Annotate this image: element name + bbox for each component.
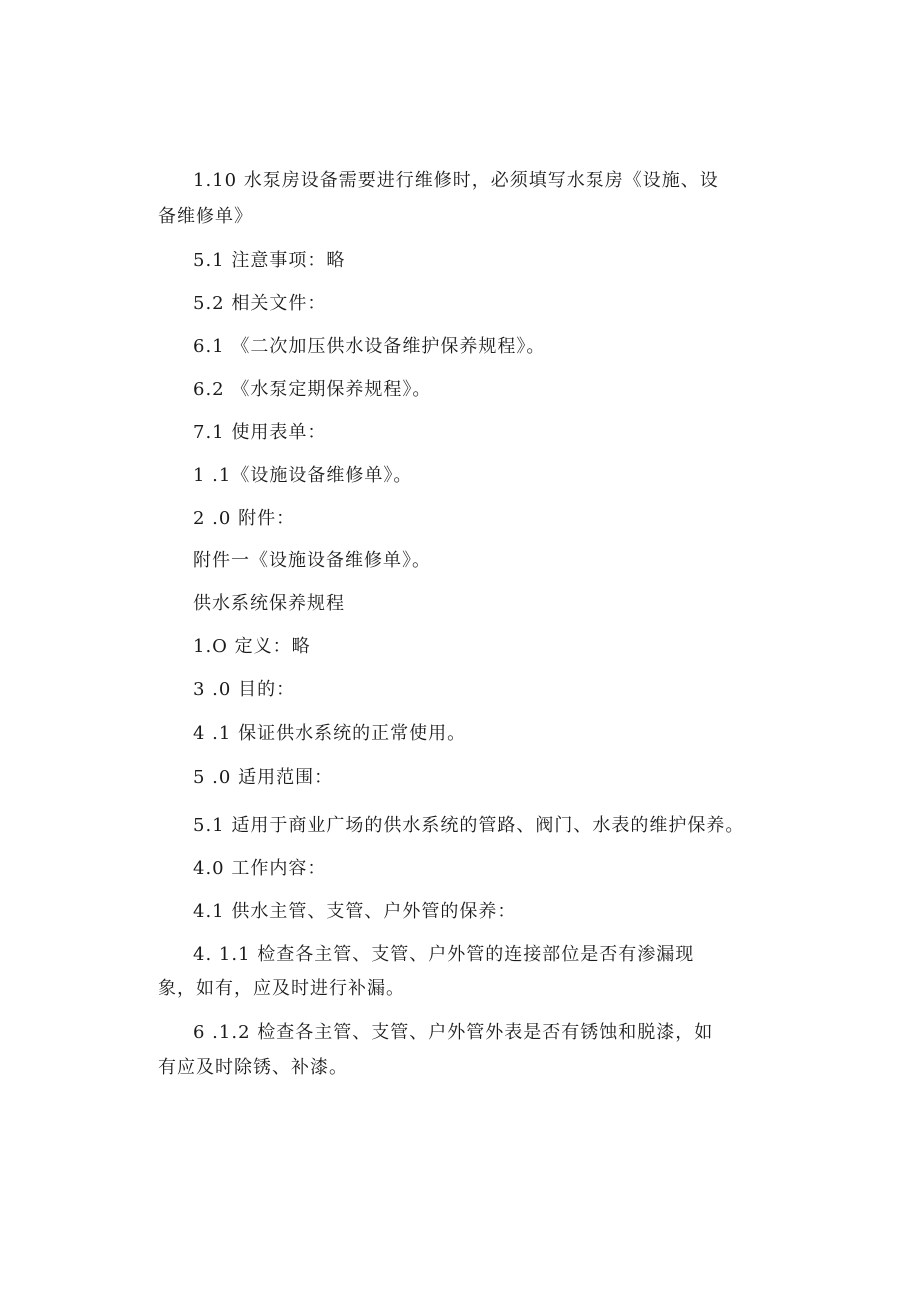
text-line: 3 .0 目的：: [193, 679, 296, 700]
text-line: 4. 1.1 检查各主管、支管、户外管的连接部位是否有渗漏现: [193, 944, 695, 965]
text-line: 6.1 《二次加压供水设备维护保养规程》。: [193, 336, 546, 357]
text-line: 5 .0 适用范围：: [193, 767, 334, 788]
text-line: 1.O 定义：略: [193, 636, 311, 657]
text-line: 4.0 工作内容：: [193, 858, 327, 879]
text-line: 6.2 《水泵定期保养规程》。: [193, 379, 432, 400]
text-line: 1 .1《设施设备维修单》。: [193, 465, 413, 486]
text-line: 7.1 使用表单：: [193, 422, 327, 443]
text-line: 5.1 注意事项：略: [193, 250, 346, 271]
text-line: 有应及时除锈、补漆。: [158, 1057, 348, 1078]
text-line: 1.10 水泵房设备需要进行维修时，必须填写水泵房《设施、设: [193, 170, 719, 191]
text-line: 2 .0 附件：: [193, 508, 296, 529]
text-line: 6 .1.2 检查各主管、支管、户外管外表是否有锈蚀和脱漆，如: [193, 1022, 714, 1043]
text-line: 备维修单》: [158, 206, 253, 227]
section-title: 供水系统保养规程: [193, 593, 345, 614]
text-line: 附件一《设施设备维修单》。: [193, 550, 431, 571]
text-line: 4.1 供水主管、支管、户外管的保养：: [193, 901, 517, 922]
text-line: 象，如有，应及时进行补漏。: [158, 978, 405, 999]
text-line: 5.2 相关文件：: [193, 293, 327, 314]
text-line: 4 .1 保证供水系统的正常使用。: [193, 723, 467, 744]
text-line: 5.1 适用于商业广场的供水系统的管路、阀门、水表的维护保养。: [193, 815, 745, 836]
